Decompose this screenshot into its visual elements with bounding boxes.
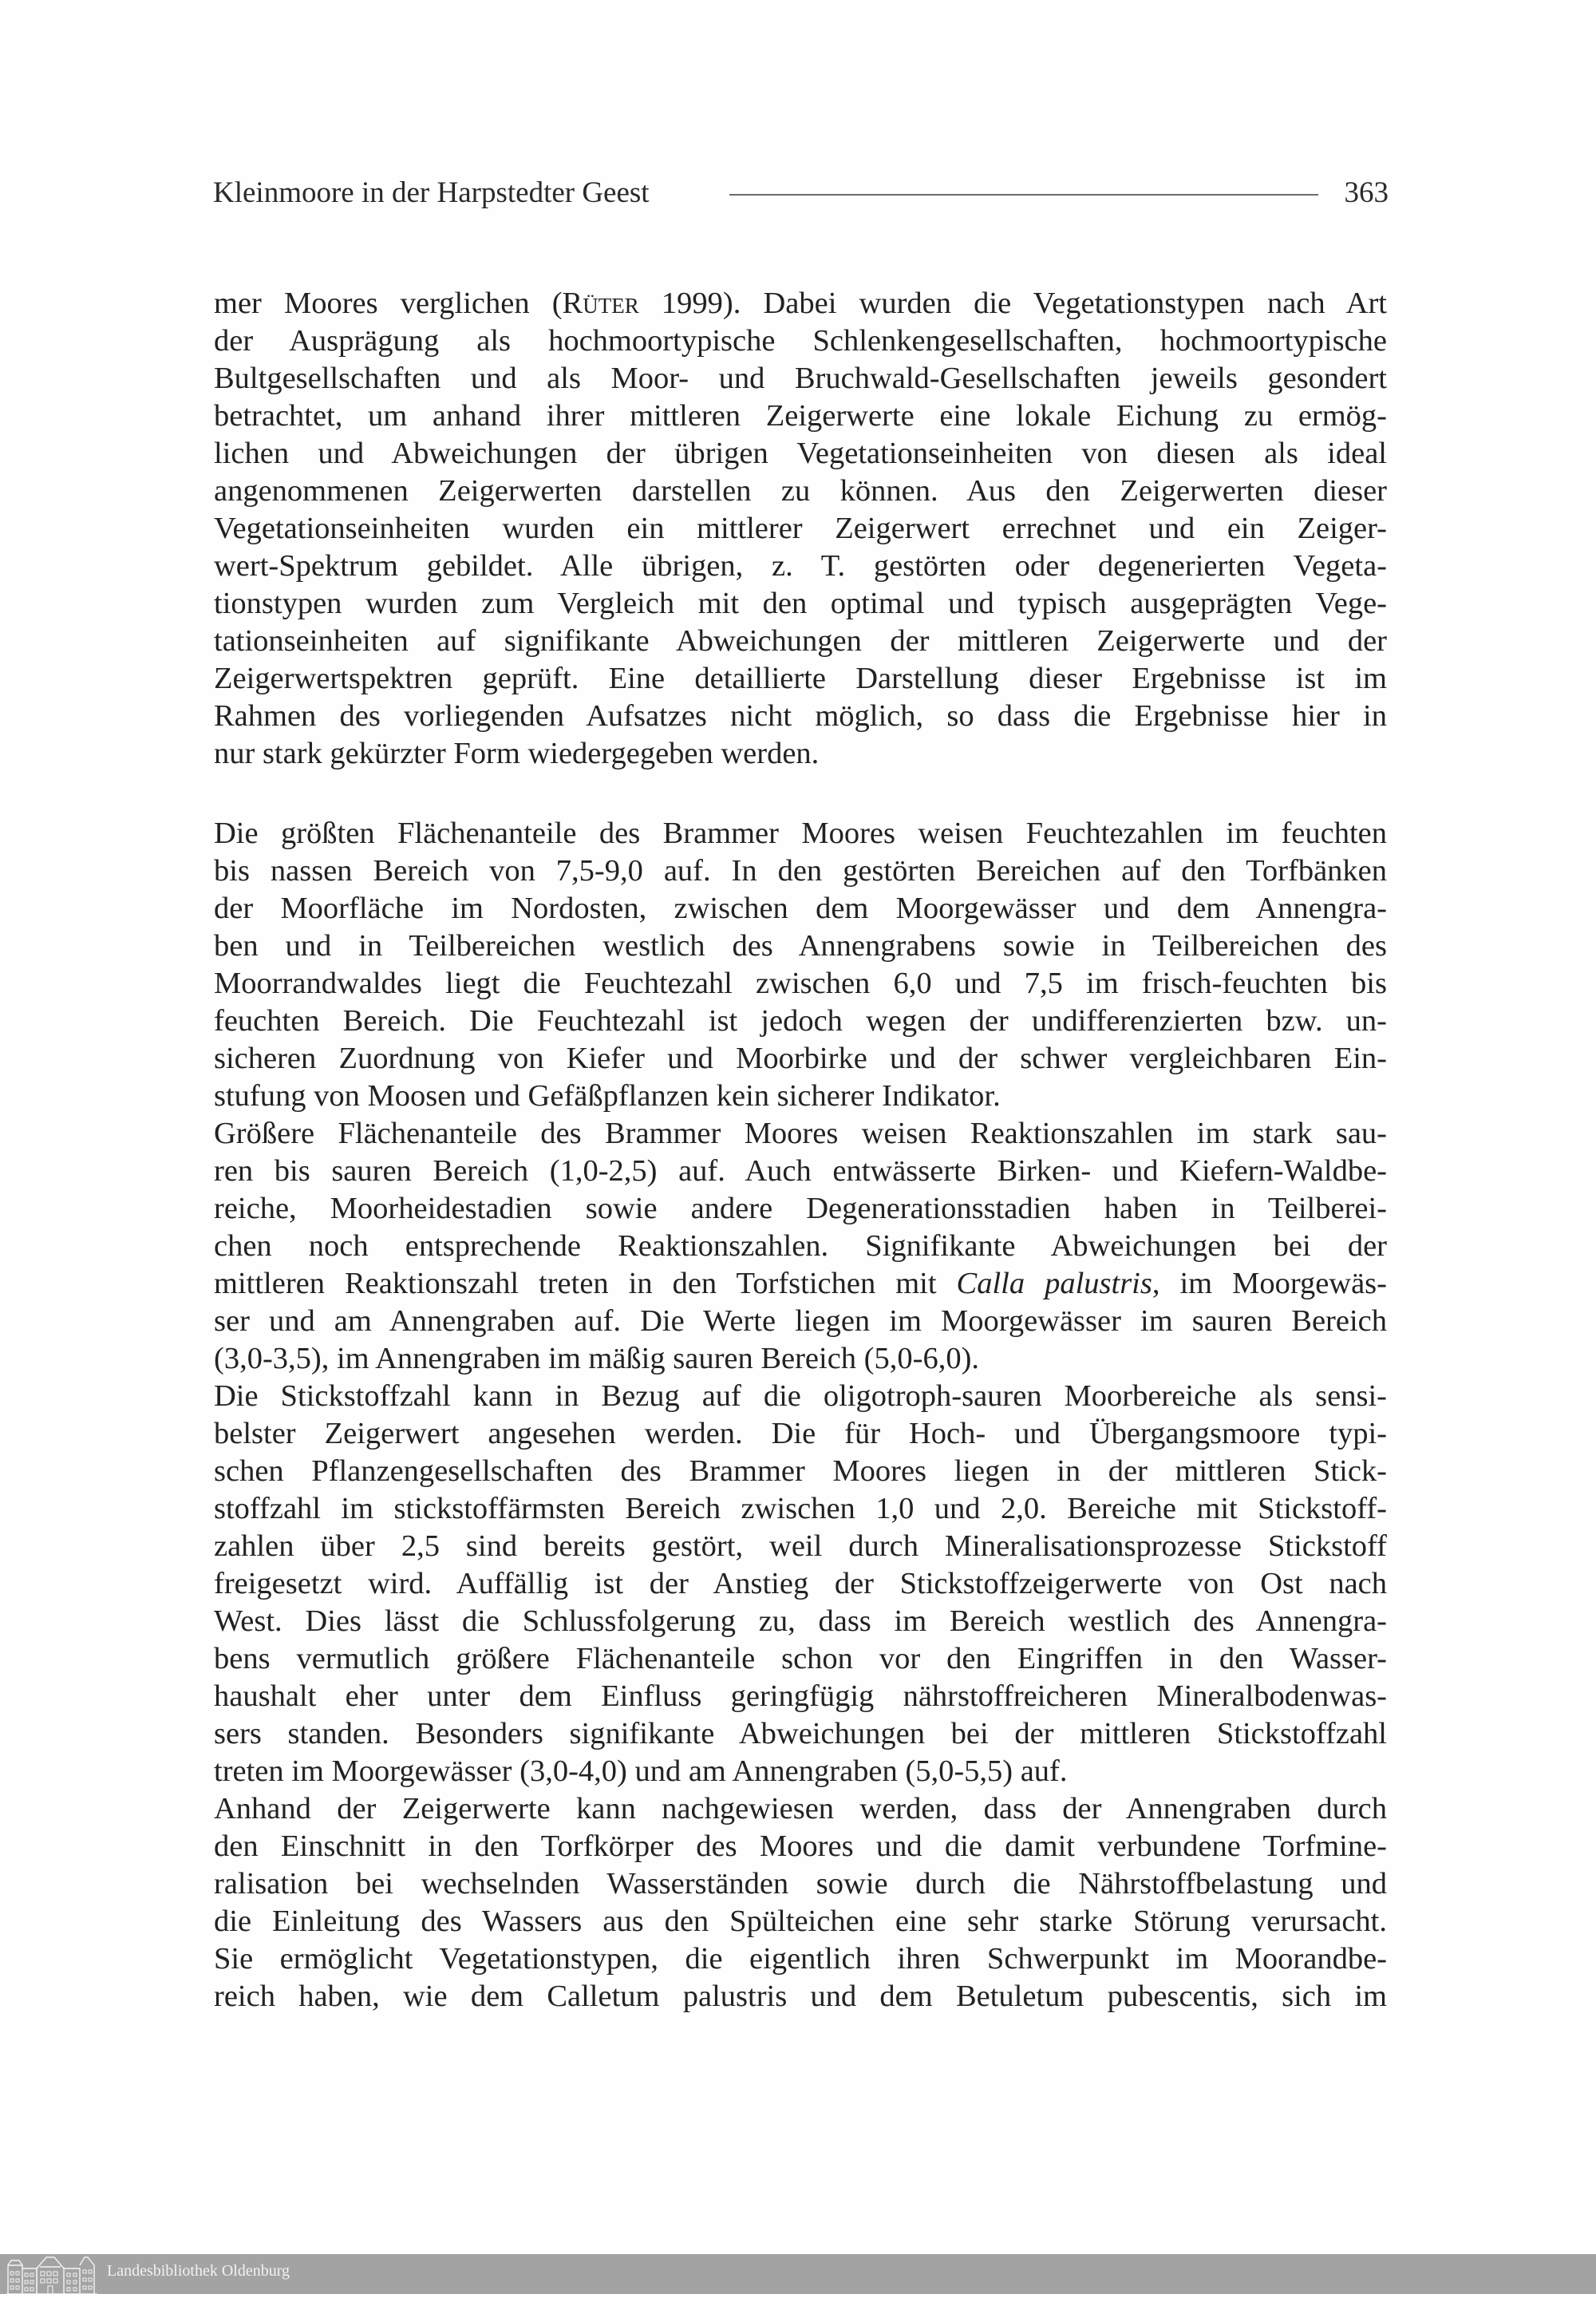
text-line: treten im Moorgewässer (3,0-4,0) und am Annengraben (5,0-5,5) auf. <box>214 1754 1068 1788</box>
text-line: wert-Spektrum gebildet. Alle übrigen, z. T. gestörten oder degenerierten Vegeta- <box>214 549 1387 583</box>
text-line: freigesetzt wird. Auffällig ist der Anstieg der Stickstoffzeigerwerte von Ost nach <box>214 1567 1387 1600</box>
text-line: tionstypen wurden zum Vergleich mit den optimal und typisch ausgeprägten Vege- <box>214 587 1387 620</box>
page-number: 363 <box>1344 176 1389 209</box>
library-building-icon <box>5 2254 99 2294</box>
text-line: Anhand der Zeigerwerte kann nachgewiesen werden, dass der Annengraben durch <box>214 1792 1387 1825</box>
author-citation: Rüter <box>562 287 639 320</box>
text-line: mer Moores verglichen (Rüter 1999). Dabei wurden die Vegetationstypen nach Art <box>214 287 1387 320</box>
text-line: Die größten Flächenanteile des Brammer Moores weisen Feuchtezahlen im feuchten <box>214 817 1387 850</box>
text-line: der Moorfläche im Nordosten, zwischen dem Moorgewässer und dem Annengra- <box>214 892 1387 925</box>
text-line: nur stark gekürzter Form wiedergegeben werden. <box>214 737 820 770</box>
paragraph-method <box>214 285 1387 773</box>
results-section <box>214 815 1387 2015</box>
text-line: stoffzahl im stickstoffärmsten Bereich zwischen 1,0 und 2,0. Bereiche mit Stickstoff- <box>214 1492 1387 1525</box>
text-line: stufung von Moosen und Gefäßpflanzen kein sicherer Indikator. <box>214 1079 1001 1113</box>
library-footer-band <box>0 2254 1596 2294</box>
running-title: Kleinmoore in der Harpstedter Geest <box>213 176 650 209</box>
text-line: Zeigerwertspektren geprüft. Eine detaillierte Darstellung dieser Ergebnisse ist im <box>214 662 1387 695</box>
text-line: tationseinheiten auf signifikante Abweichungen der mittleren Zeigerwerte und der <box>214 624 1387 658</box>
text-line: sers standen. Besonders signifikante Abweichungen bei der mittleren Stickstoffzahl <box>214 1717 1387 1750</box>
paragraph-reaktionszahl <box>214 1115 1387 1378</box>
text-line: ser und am Annengraben auf. Die Werte liegen im Moorgewässer im sauren Bereich <box>214 1304 1387 1338</box>
text-line: Bultgesellschaften und als Moor- und Bruchwald-Gesellschaften jeweils gesondert <box>214 362 1387 395</box>
text-line: den Einschnitt in den Torfkörper des Moores und die damit verbundene Torfmine- <box>214 1829 1387 1863</box>
paragraph-feuchtezahl <box>214 815 1387 1115</box>
species-name: Calla palustris <box>956 1267 1152 1300</box>
text-line: (3,0-3,5), im Annengraben im mäßig sauren Bereich (5,0-6,0). <box>214 1342 980 1375</box>
text-line: Vegetationseinheiten wurden ein mittlerer Zeigerwert errechnet und ein Zeiger- <box>214 512 1387 545</box>
paragraph-annengraben <box>214 1790 1387 2015</box>
text-line: reiche, Moorheidestadien sowie andere Degenerationsstadien haben in Teilberei- <box>214 1192 1387 1225</box>
text-line: mittleren Reaktionszahl treten in den Torfstichen mit Calla palustris, im Moorgewäs- <box>214 1267 1387 1300</box>
text-line: Die Stickstoffzahl kann in Bezug auf die oligotroph-sauren Moorbereiche als sensi- <box>214 1379 1387 1413</box>
text-line: ralisation bei wechselnden Wasserständen sowie durch die Nährstoffbelastung und <box>214 1867 1387 1900</box>
text-line: chen noch entsprechende Reaktionszahlen. Signifikante Abweichungen bei der <box>214 1229 1387 1263</box>
library-name: Landesbibliothek Oldenburg <box>107 2262 290 2280</box>
text-line: der Ausprägung als hochmoortypische Schlenkengesellschaften, hochmoortypische <box>214 324 1387 358</box>
text-line: haushalt eher unter dem Einfluss geringfügig nährstoffreicheren Mineralbodenwas- <box>214 1679 1387 1713</box>
text-line: sicheren Zuordnung von Kiefer und Moorbirke und der schwer vergleichbaren Ein- <box>214 1042 1387 1075</box>
text-line: ren bis sauren Bereich (1,0-2,5) auf. Auch entwässerte Birken- und Kiefern-Waldbe- <box>214 1154 1387 1188</box>
paragraph-stickstoffzahl <box>214 1378 1387 1790</box>
text-line: betrachtet, um anhand ihrer mittleren Zeigerwerte eine lokale Eichung zu ermög- <box>214 399 1387 433</box>
text-line: ben und in Teilbereichen westlich des Annengrabens sowie in Teilbereichen des <box>214 929 1387 963</box>
text-line: reich haben, wie dem Calletum palustris und dem Betuletum pubescentis, sich im <box>214 1980 1387 2013</box>
running-header <box>213 169 1389 217</box>
text-line: Größere Flächenanteile des Brammer Moores weisen Reaktionszahlen im stark sau- <box>214 1117 1387 1150</box>
text-line: West. Dies lässt die Schlussfolgerung zu, dass im Bereich westlich des Annengra- <box>214 1604 1387 1638</box>
text-line: zahlen über 2,5 sind bereits gestört, weil durch Mineralisationsprozesse Stickstoff <box>214 1529 1387 1563</box>
text-line: bis nassen Bereich von 7,5-9,0 auf. In den gestörten Bereichen auf den Torfbänken <box>214 854 1387 888</box>
text-line: Moorrandwaldes liegt die Feuchtezahl zwischen 6,0 und 7,5 im frisch-feuchten bis <box>214 967 1387 1000</box>
text-line: angenommenen Zeigerwerten darstellen zu können. Aus den Zeigerwerten dieser <box>214 474 1387 508</box>
text-line: lichen und Abweichungen der übrigen Vegetationseinheiten von diesen als ideal <box>214 437 1387 470</box>
text-line: Sie ermöglicht Vegetationstypen, die eigentlich ihren Schwerpunkt im Moorandbe- <box>214 1942 1387 1976</box>
text-line: belster Zeigerwert angesehen werden. Die für Hoch- und Übergangsmoore typi- <box>214 1417 1387 1450</box>
header-rule <box>729 194 1318 196</box>
text-line: bens vermutlich größere Flächenanteile schon vor den Eingriffen in den Wasser- <box>214 1642 1387 1675</box>
text-line: die Einleitung des Wassers aus den Spülteichen eine sehr starke Störung verursacht. <box>214 1904 1387 1938</box>
text-line: feuchten Bereich. Die Feuchtezahl ist jedoch wegen der undifferenzierten bzw. un- <box>214 1004 1387 1038</box>
text-line: schen Pflanzengesellschaften des Brammer Moores liegen in der mittleren Stick- <box>214 1454 1387 1488</box>
text-line: Rahmen des vorliegenden Aufsatzes nicht möglich, so dass die Ergebnisse hier in <box>214 699 1387 733</box>
